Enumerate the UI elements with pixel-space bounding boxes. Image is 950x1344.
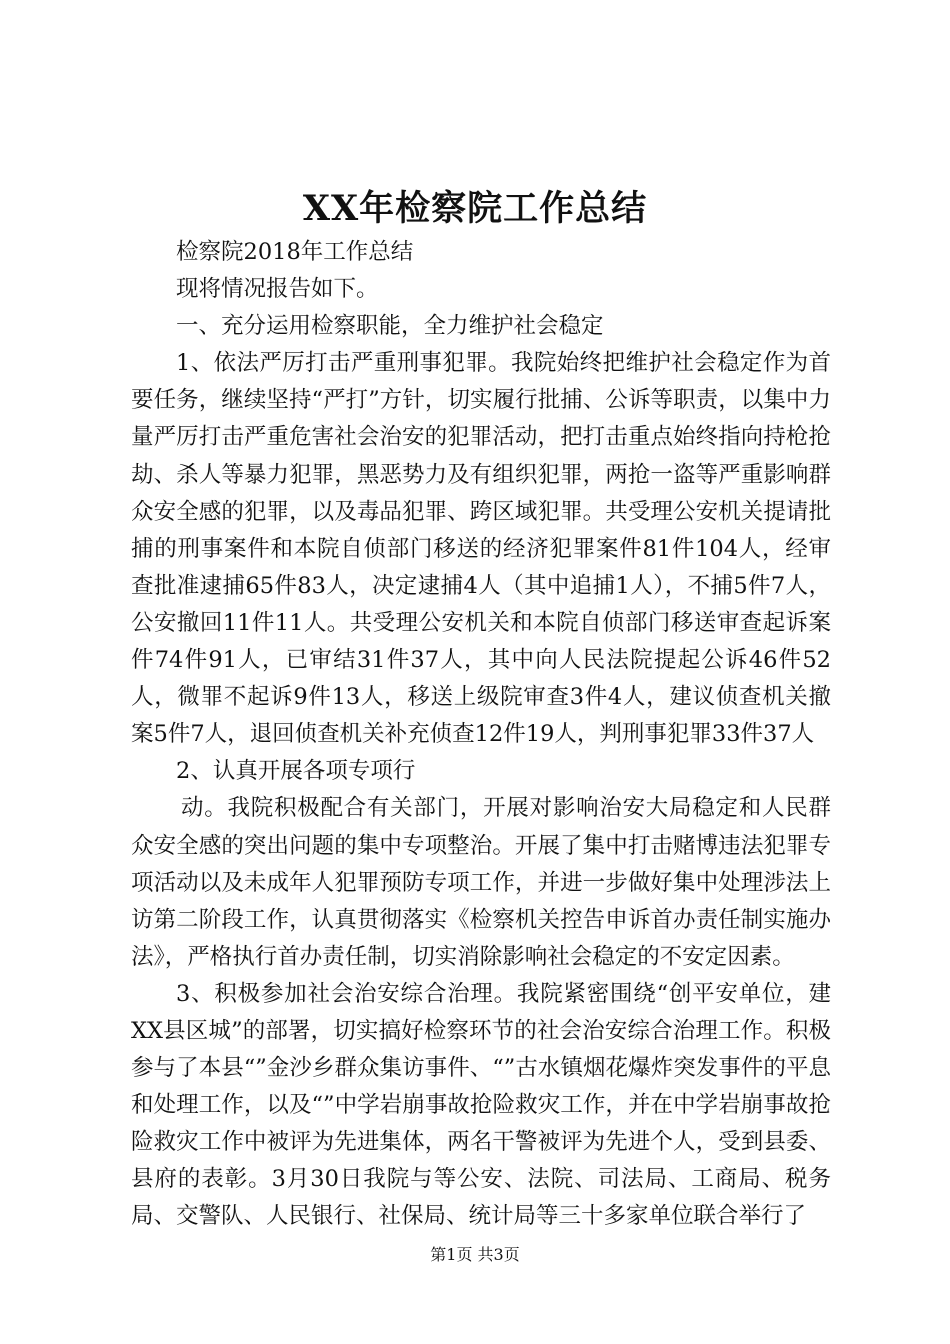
document-title: XX年检察院工作总结 [302, 188, 648, 229]
paragraph-item-2-heading: 2、认真开展各项专项行 [176, 758, 416, 785]
paragraph-item-2-body: 动。我院积极配合有关部门，开展对影响治安大局稳定和人民群众安全感的突出问题的集中专项整治。开展了集中打击赌博违法犯罪专项活动以及未成年人犯罪预防专项工作，并进一步做好集中处理涉法上访第二阶段工作，认真贯彻落实《检察机关控告申诉首办责任制实施办法》，严格执行首办责任制，切实消除影响社会稳定的不安定因素。 [131, 795, 831, 970]
document-body [131, 234, 831, 1236]
paragraph-item-1: 1、依法严厉打击严重刑事犯罪。我院始终把维护社会稳定作为首要任务，继续坚持“严打”方针，切实履行批捕、公诉等职责，以集中力量严厉打击严重危害社会治安的犯罪活动，把打击重点始终指向持枪抢劫、杀人等暴力犯罪，黑恶势力及有组织犯罪，两抢一盗等严重影响群众安全感的犯罪，以及毒品犯罪、跨区域犯罪。共受理公安机关提请批捕的刑事案件和本院自侦部门移送的经济犯罪案件81件104人，经审查批准逮捕65件83人，决定逮捕4人（其中追捕1人），不捕5件7人，公安撤回11件11人。共受理公安机关和本院自侦部门移送审查起诉案件74件91人，已审结31件37人，其中向人民法院提起公诉46件52人，微罪不起诉9件13人，移送上级院审查3件4人，建议侦查机关撤案5件7人，退回侦查机关补充侦查12件19人，判刑事犯罪33件37人 [131, 350, 831, 748]
paragraph-intro: 现将情况报告如下。 [176, 276, 379, 303]
page-footer: 第1页 共3页 [430, 1245, 520, 1264]
paragraph-subtitle: 检察院2018年工作总结 [176, 239, 414, 265]
section-heading-1: 一、充分运用检察职能，全力维护社会稳定 [176, 313, 604, 340]
paragraph-item-3: 3、积极参加社会治安综合治理。我院紧密围绕“创平安单位，建XX县区城”的部署，切实搞好检察环节的社会治安综合治理工作。积极参与了本县“”金沙乡群众集访事件、“”古水镇烟花爆炸突发事件的平息和处理工作，以及“”中学岩崩事故抢险救灾工作，并在中学岩崩事故抢险救灾工作中被评为先进集体，两名干警被评为先进个人，受到县委、县府的表彰。3月30日我院与等公安、法院、司法局、工商局、税务局、交警队、人民银行、社保局、统计局等三十多家单位联合举行了 [131, 980, 831, 1230]
